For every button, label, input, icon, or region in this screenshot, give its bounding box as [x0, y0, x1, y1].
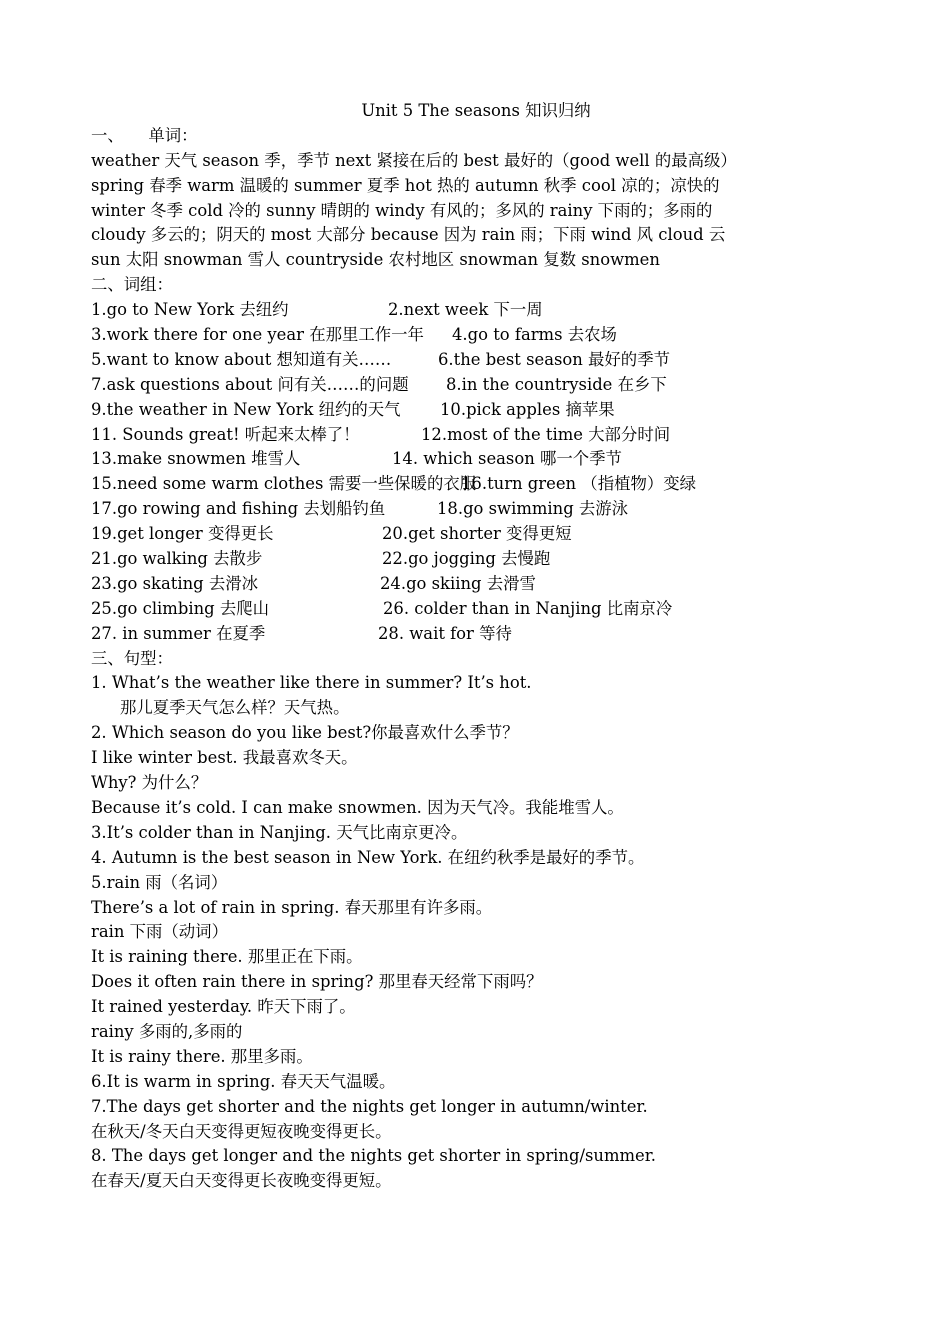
- sentence-line: It is rainy there. 那里多雨。: [91, 1046, 313, 1066]
- phrase-row: [91, 323, 891, 348]
- phrase-row: [91, 547, 891, 572]
- document-content: [91, 99, 891, 1194]
- phrase-row: [91, 597, 891, 622]
- sentence-line: rainy 多雨的,多雨的: [91, 1021, 243, 1041]
- phrase-item: 8.in the countryside 在乡下: [446, 374, 667, 394]
- phrase-row: [91, 447, 891, 472]
- phrase-item: 25.go climbing 去爬山: [91, 598, 270, 618]
- phrase-row: [91, 497, 891, 522]
- phrase-item: 28. wait for 等待: [378, 623, 512, 643]
- phrase-item: 18.go swimming 去游泳: [437, 499, 629, 519]
- phrase-item: 24.go skiing 去滑雪: [380, 573, 536, 593]
- phrase-item: 26. colder than in Nanjing 比南京冷: [383, 598, 673, 618]
- phrase-item: 2.next week 下一周: [388, 300, 543, 320]
- section-heading-vocabulary: 一、 单词：: [91, 125, 198, 145]
- phrase-item: 12.most of the time 大部分时间: [421, 424, 671, 444]
- phrase-row: [91, 472, 891, 497]
- phrase-row: [91, 398, 891, 423]
- phrase-item: 4.go to farms 去农场: [452, 325, 617, 345]
- sentence-line: 3.It’s colder than in Nanjing. 天气比南京更冷。: [91, 822, 468, 842]
- phrase-row: [91, 348, 891, 373]
- phrase-item: 7.ask questions about 问有关……的问题: [91, 374, 409, 394]
- phrase-item: 20.get shorter 变得更短: [382, 524, 572, 544]
- phrase-item: 5.want to know about 想知道有关……: [91, 349, 392, 369]
- phrase-item: 17.go rowing and fishing 去划船钓鱼: [91, 499, 386, 519]
- phrase-item: 3.work there for one year 在那里工作一年: [91, 325, 424, 345]
- phrase-item: 10.pick apples 摘苹果: [440, 399, 615, 419]
- sentence-line: It is raining there. 那里正在下雨。: [91, 947, 363, 967]
- phrase-item: 11. Sounds great! 听起来太棒了！: [91, 424, 360, 444]
- phrase-row: [91, 298, 891, 323]
- sentence-line: Does it often rain there in spring? 那里春天经常下雨吗？: [91, 972, 543, 992]
- section-heading-phrases: 二、词组：: [91, 275, 173, 295]
- sentence-line: rain 下雨（动词）: [91, 922, 228, 942]
- phrase-item: 21.go walking 去散步: [91, 549, 263, 569]
- sentence-line: 2. Which season do you like best?你最喜欢什么季节？: [91, 723, 519, 743]
- vocab-line: cloudy 多云的；阴天的 most 大部分 because 因为 rain 雨；下雨 wind 风 cloud 云: [91, 225, 726, 245]
- phrase-item: 13.make snowmen 堆雪人: [91, 449, 301, 469]
- phrase-row: [91, 423, 891, 448]
- phrase-item: 6.the best season 最好的季节: [438, 349, 670, 369]
- sentence-line: I like winter best. 我最喜欢冬天。: [91, 748, 358, 768]
- sentence-line: 在秋天/冬天白天变得更短夜晚变得更长。: [91, 1121, 392, 1141]
- sentence-line: 7.The days get shorter and the nights get longer in autumn/winter.: [91, 1096, 648, 1116]
- sentence-line: 1. What’s the weather like there in summer? It’s hot.: [91, 673, 532, 693]
- vocab-line: weather 天气 season 季，季节 next 紧接在后的 best 最好的（good well 的最高级）: [91, 150, 737, 170]
- phrase-item: 22.go jogging 去慢跑: [382, 549, 551, 569]
- phrase-row: [91, 522, 891, 547]
- phrase-row: [91, 373, 891, 398]
- phrase-item: 19.get longer 变得更长: [91, 524, 274, 544]
- sentence-line: There’s a lot of rain in spring. 春天那里有许多雨。: [91, 897, 493, 917]
- phrase-item: 9.the weather in New York 纽约的天气: [91, 399, 401, 419]
- sentence-line: 8. The days get longer and the nights get shorter in spring/summer.: [91, 1146, 656, 1166]
- sentence-line: Why? 为什么？: [91, 773, 208, 793]
- phrase-item: 16.turn green （指植物）变绿: [461, 474, 697, 494]
- sentence-line: Because it’s cold. I can make snowmen. 因为天气冷。我能堆雪人。: [91, 797, 624, 817]
- phrase-row: [91, 572, 891, 597]
- sentence-line: 5.rain 雨（名词）: [91, 872, 228, 892]
- sentence-line: 6.It is warm in spring. 春天天气温暖。: [91, 1071, 396, 1091]
- vocab-line: spring 春季 warm 温暖的 summer 夏季 hot 热的 autumn 秋季 cool 凉的；凉快的: [91, 175, 720, 195]
- section-heading-sentences: 三、句型：: [91, 648, 173, 668]
- sentence-line: 在春天/夏天白天变得更长夜晚变得更短。: [91, 1171, 392, 1191]
- vocab-line: sun 太阳 snowman 雪人 countryside 农村地区 snowman 复数 snowmen: [91, 250, 660, 270]
- document-title: Unit 5 The seasons 知识归纳: [361, 101, 591, 120]
- sentence-line: It rained yesterday. 昨天下雨了。: [91, 997, 356, 1017]
- phrase-item: 27. in summer 在夏季: [91, 623, 266, 643]
- phrase-row: [91, 622, 891, 647]
- phrase-item: 1.go to New York 去纽约: [91, 300, 289, 320]
- phrase-item: 15.need some warm clothes 需要一些保暖的衣服: [91, 474, 477, 494]
- sentence-line: 4. Autumn is the best season in New York. 在纽约秋季是最好的季节。: [91, 847, 645, 867]
- phrase-item: 23.go skating 去滑冰: [91, 573, 259, 593]
- sentence-line: 那儿夏季天气怎么样？天气热。: [120, 698, 350, 718]
- vocab-line: winter 冬季 cold 冷的 sunny 晴朗的 windy 有风的；多风的 rainy 下雨的；多雨的: [91, 200, 713, 220]
- phrase-item: 14. which season 哪一个季节: [392, 449, 622, 469]
